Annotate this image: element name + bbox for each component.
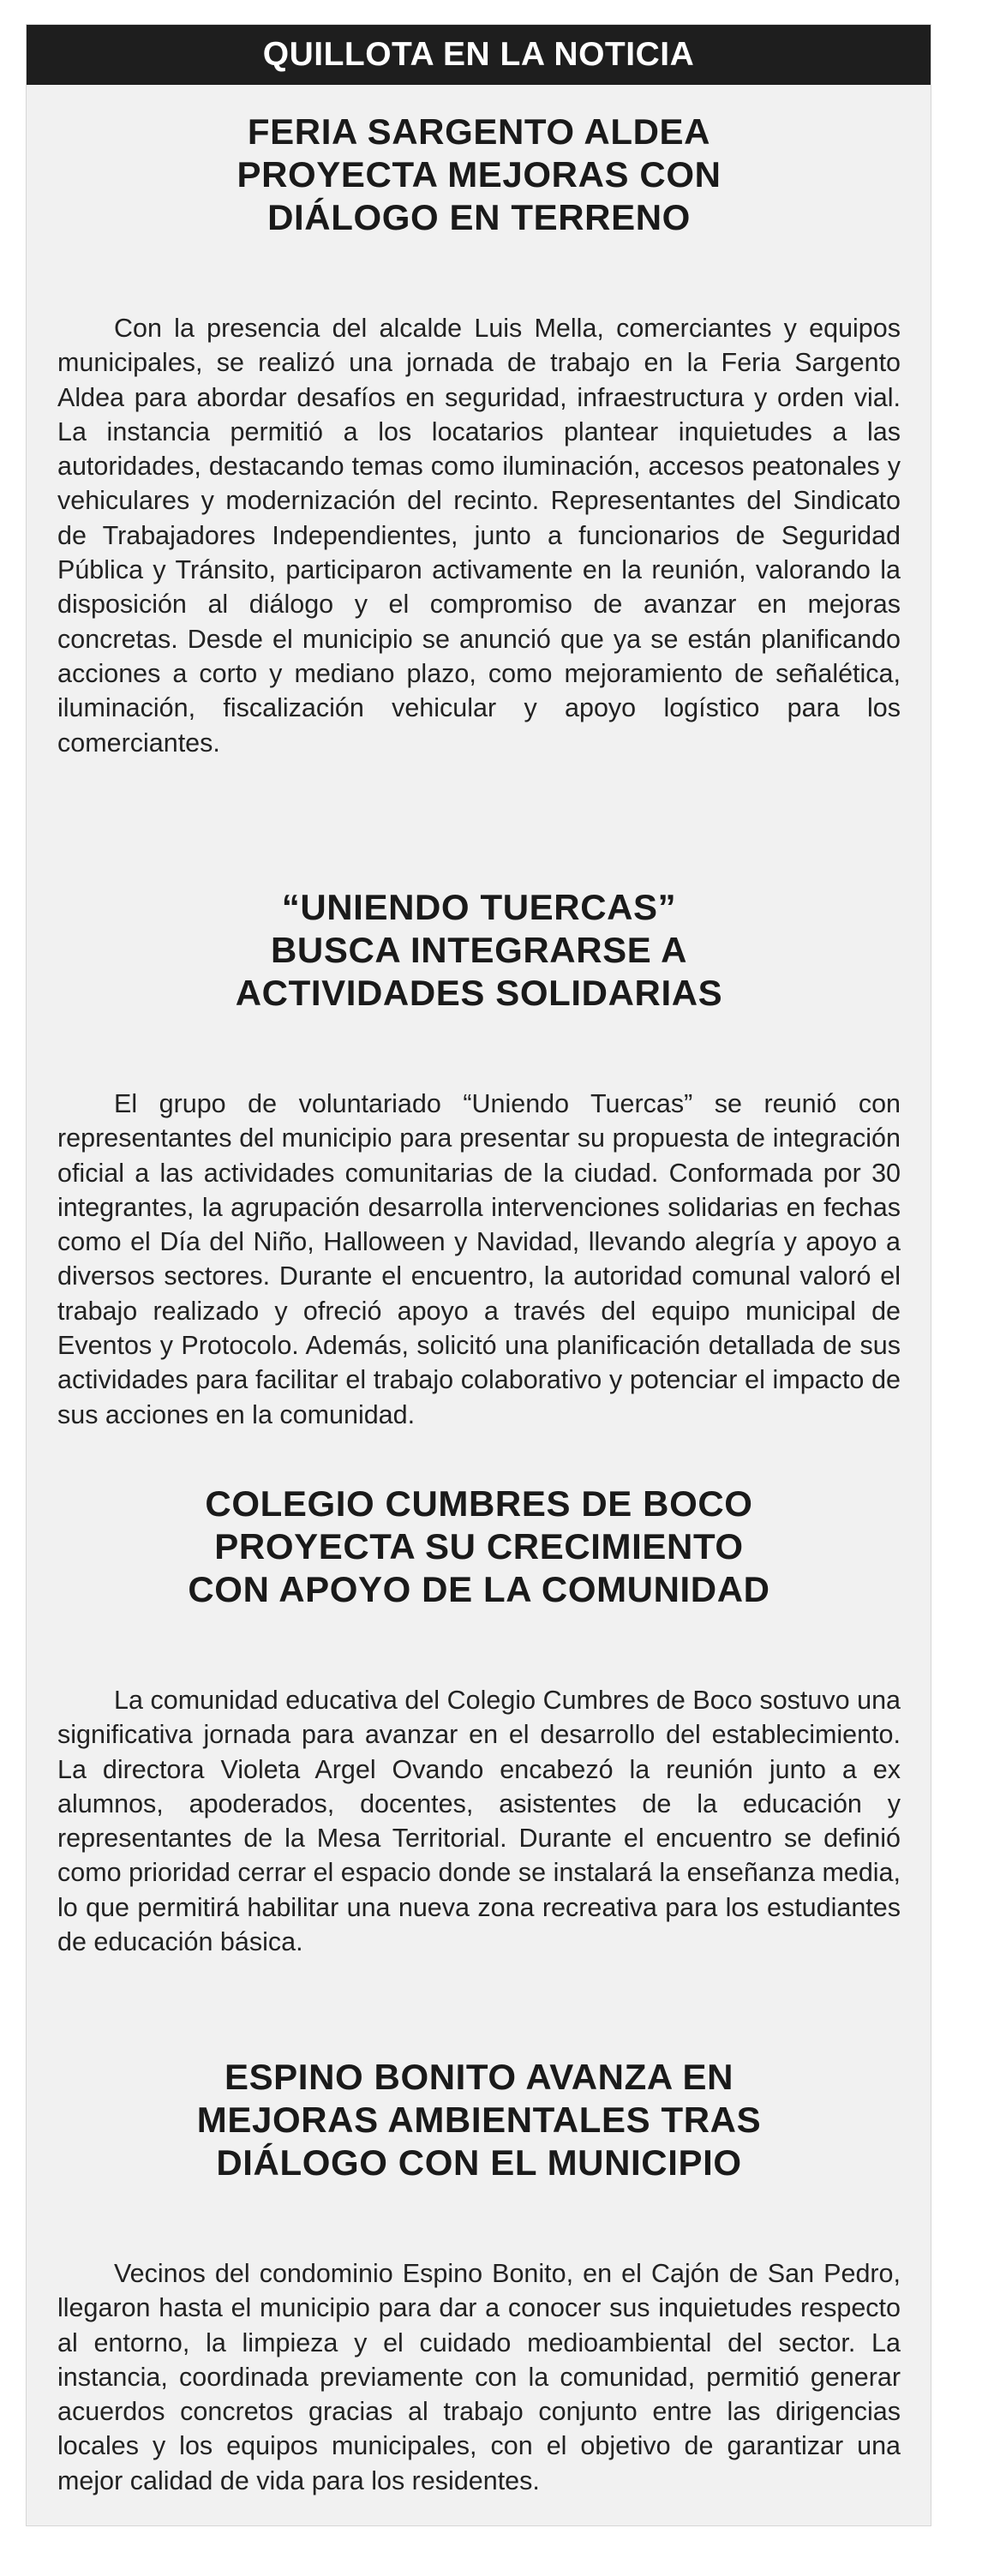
article-body: Vecinos del condominio Espino Bonito, en el Cajón de San Pedro, llegaron hasta el municipio para dar a conocer sus inquietudes respecto al entorno, la limpieza y el cuidado medioambiental del sector. La instancia, coordinada previamente con la comunidad, permitió generar acuerdos concretos gracias al trabajo conjunto entre las dirigencias locales y los equipos municipales, con el objetivo de garantizar una mejor calidad de vida para los residentes. xyxy=(57,2259,901,2495)
article-headline xyxy=(57,886,901,1015)
article-body: La comunidad educativa del Colegio Cumbres de Boco sostuvo una significativa jornada para avanzar en el desarrollo del establecimiento. La directora Violeta Argel Ovando encabezó la reunión junto a ex alumnos, apoderados, docentes, asistentes de la educación y representantes de la Mesa Territorial. Durante el encuentro se definió como prioridad cerrar el espacio donde se instalará la enseñanza media, lo que permitirá habilitar una nueva zona recreativa para los estudiantes de educación básica. xyxy=(57,1686,901,1957)
article-body: Con la presencia del alcalde Luis Mella, comerciantes y equipos municipales, se realizó una jornada de trabajo en la Feria Sargento Aldea para abordar desafíos en seguridad, infraestructura y orden vial. La instancia permitió a los locatarios plantear inquietudes a las autoridades, destacando temas como iluminación, accesos peatonales y vehiculares y modernización del recinto. Representantes del Sindicato de Trabajadores Independientes, junto a funcionarios de Seguridad Pública y Tránsito, participaron activamente en la reunión, valorando la disposición al diálogo y el compromiso de avanzar en mejoras concretas. Desde el municipio se anunció que ya se están planificando acciones a corto y mediano plazo, como mejoramiento de señalética, iluminación, fiscalización vehicular y apoyo logístico para los comerciantes. xyxy=(57,314,901,758)
article-feria-sargento-aldea xyxy=(57,111,901,760)
article-body: El grupo de voluntariado “Uniendo Tuercas” se reunió con representantes del municipio para presentar su propuesta de integración oficial a las actividades comunitarias de la ciudad. Conformada por 30 integrantes, la agrupación desarrolla intervenciones solidarias en fechas como el Día del Niño, Halloween y Navidad, llevando alegría y apoyo a diversos sectores. Durante el encuentro, la autoridad comunal valoró el trabajo realizado y ofreció apoyo a través del equipo municipal de Eventos y Protocolo. Además, solicitó una planificación detallada de sus actividades para facilitar el trabajo colaborativo y potenciar el impacto de sus acciones en la comunidad. xyxy=(57,1089,901,1429)
headline-line: PROYECTA SU CRECIMIENTO xyxy=(214,1526,744,1567)
article-headline xyxy=(57,111,901,239)
headline-line: ACTIVIDADES SOLIDARIAS xyxy=(235,973,723,1013)
section-banner xyxy=(27,25,931,85)
article-espino-bonito xyxy=(57,2056,901,2498)
headline-line: DIÁLOGO CON EL MUNICIPIO xyxy=(216,2142,742,2183)
headline-line: CON APOYO DE LA COMUNIDAD xyxy=(188,1569,770,1609)
article-uniendo-tuercas xyxy=(57,886,901,1432)
headline-line: COLEGIO CUMBRES DE BOCO xyxy=(205,1483,753,1524)
headline-line: DIÁLOGO EN TERRENO xyxy=(267,197,691,237)
section-title: QUILLOTA EN LA NOTICIA xyxy=(262,36,695,73)
headline-line: ESPINO BONITO AVANZA EN xyxy=(224,2057,734,2097)
news-panel xyxy=(26,24,931,2526)
headline-line: MEJORAS AMBIENTALES TRAS xyxy=(196,2100,762,2140)
article-headline xyxy=(57,2056,901,2184)
headline-line: FERIA SARGENTO ALDEA xyxy=(247,111,711,152)
article-headline xyxy=(57,1483,901,1611)
headline-line: “UNIENDO TUERCAS” xyxy=(281,887,677,927)
headline-line: PROYECTA MEJORAS CON xyxy=(237,154,722,195)
article-colegio-cumbres-de-boco xyxy=(57,1483,901,1959)
headline-line: BUSCA INTEGRARSE A xyxy=(270,930,688,970)
